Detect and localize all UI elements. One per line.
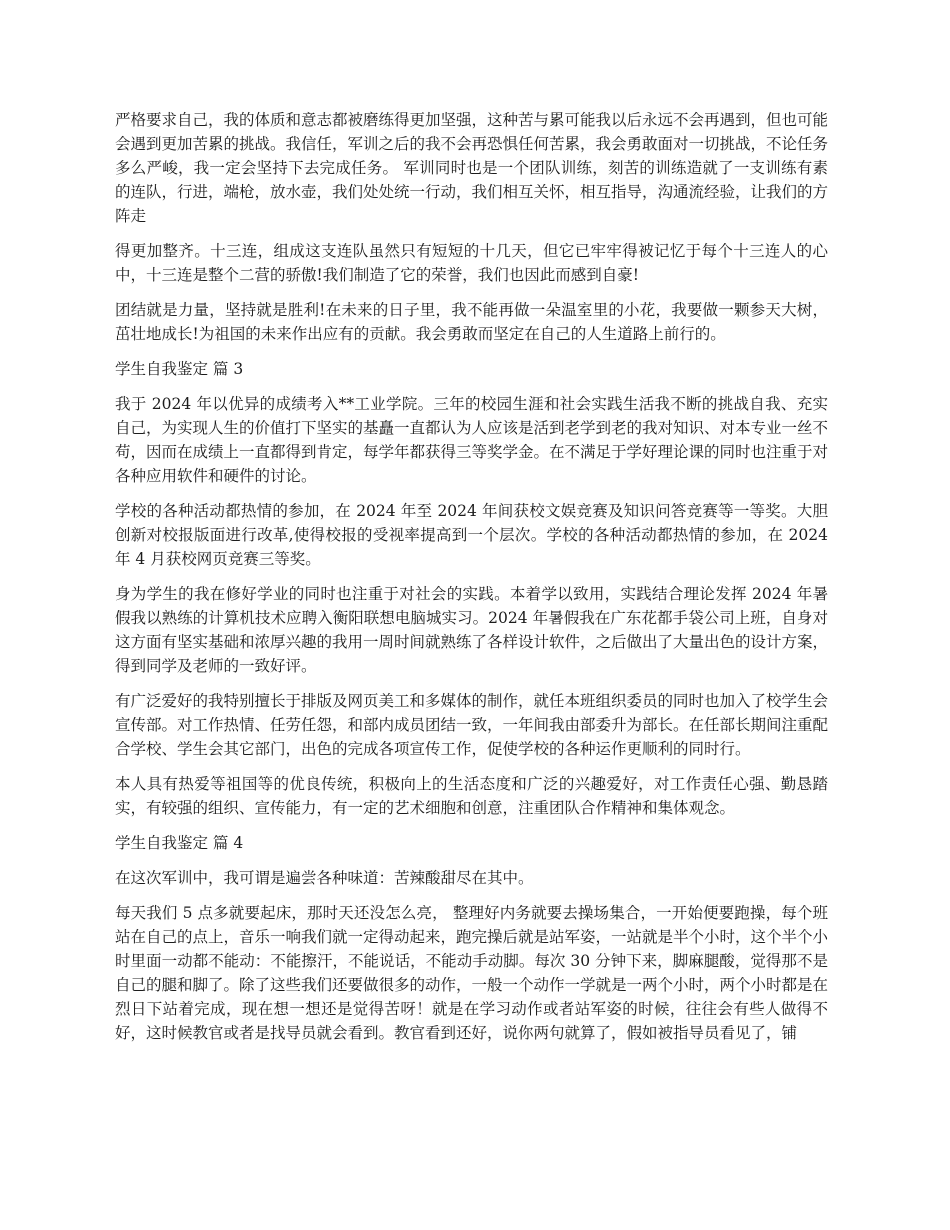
paragraph: 严格要求自己，我的体质和意志都被磨练得更加坚强，这种苦与累可能我以后永远不会再遇到，但也可能会遇到更加苦累的挑战。我信任，军训之后的我不会再恐惧任何苦累，我会勇敢面对一切挑战，不论任务多么严峻，我一定会坚持下去完成任务。 军训同时也是一个团队训练，刻苦的训练造就了一支训练有素的连队，行进，端枪，放水壶，我们处处统一行动，我们相互关怀，相互指导，沟通流经验，让我们的方阵走: [115, 111, 829, 225]
document-page: [115, 108, 828, 1056]
paragraph: 我于 2024 年以优异的成绩考入**工业学院。三年的校园生涯和社会实践生活我不断的挑战自我、充实自己，为实现人生的价值打下坚实的基矗一直都认为人应该是活到老学到老的我对知识、对本专业一丝不苟，因而在成绩上一直都得到肯定，每学年都获得三等奖学金。在不满足于学好理论课的同时也注重于对各种应用软件和硬件的讨论。: [115, 395, 829, 485]
paragraph: 有广泛爱好的我特别擅长于排版及网页美工和多媒体的制作，就任本班组织委员的同时也加入了校学生会宣传部。对工作热情、任劳任怨，和部内成员团结一致，一年间我由部委升为部长。在任部长期间注重配合学校、学生会其它部门，出色的完成各项宣传工作，促使学校的各种运作更顺利的同时行。: [115, 692, 829, 758]
paragraph: 学校的各种活动都热情的参加，在 2024 年至 2024 年间获校文娱竞赛及知识问答竞赛等一等奖。大胆创新对校报版面进行改革,使得校报的受视率提高到一个层次。学校的各种活动都热情的参加，在 2024 年 4 月获校网页竞赛三等奖。: [115, 502, 828, 568]
section-heading: 学生自我鉴定 篇 3: [115, 360, 244, 378]
paragraph: 身为学生的我在修好学业的同时也注重于对社会的实践。本着学以致用，实践结合理论发挥 2024 年暑假我以熟练的计算机技术应聘入衡阳联想电脑城实习。2024 年暑假我在广东花都手袋公司上班，自身对这方面有坚实基础和浓厚兴趣的我用一周时间就熟练了各样设计软件，之后做出了大量出色的设计方案，得到同学及老师的一致好评。: [115, 585, 829, 675]
paragraph: 团结就是力量，坚持就是胜利!在未来的日子里，我不能再做一朵温室里的小花，我要做一颗参天大树，茁壮地成长!为祖国的未来作出应有的贡献。我会勇敢而坚定在自己的人生道路上前行的。: [115, 301, 828, 343]
section-heading: 学生自我鉴定 篇 4: [115, 834, 244, 852]
paragraph: 每天我们 5 点多就要起床，那时天还没怎么亮， 整理好内务就要去操场集合，一开始便要跑操，每个班站在自己的点上，音乐一响我们就一定得动起来，跑完操后就是站军姿，一站就是半个小时，这个半个小时里面一动都不能动：不能擦汗，不能说话，不能动手动脚。每次 30 分钟下来，脚麻腿酸，觉得那不是自己的腿和脚了。除了这些我们还要做很多的动作，一般一个动作一学就是一两个小时，两个小时都是在烈日下站着完成，现在想一想还是觉得苦呀！就是在学习动作或者站军姿的时候，往往会有些人做得不好，这时候教官或者是找导员就会看到。教官看到还好，说你两句就算了，假如被指导员看见了，铺: [115, 904, 829, 1042]
paragraph: 本人具有热爱等祖国等的优良传统，积极向上的生活态度和广泛的兴趣爱好，对工作责任心强、勤恳踏实，有较强的组织、宣传能力，有一定的艺术细胞和创意，注重团队合作精神和集体观念。: [115, 775, 828, 817]
paragraph: 得更加整齐。十三连，组成这支连队虽然只有短短的十几天，但它已牢牢得被记忆于每个十三连人的心中，十三连是整个二营的骄傲!我们制造了它的荣誉，我们也因此而感到自豪!: [115, 242, 828, 284]
paragraph: 在这次军训中，我可谓是遍尝各种味道：苦辣酸甜尽在其中。: [115, 869, 534, 887]
